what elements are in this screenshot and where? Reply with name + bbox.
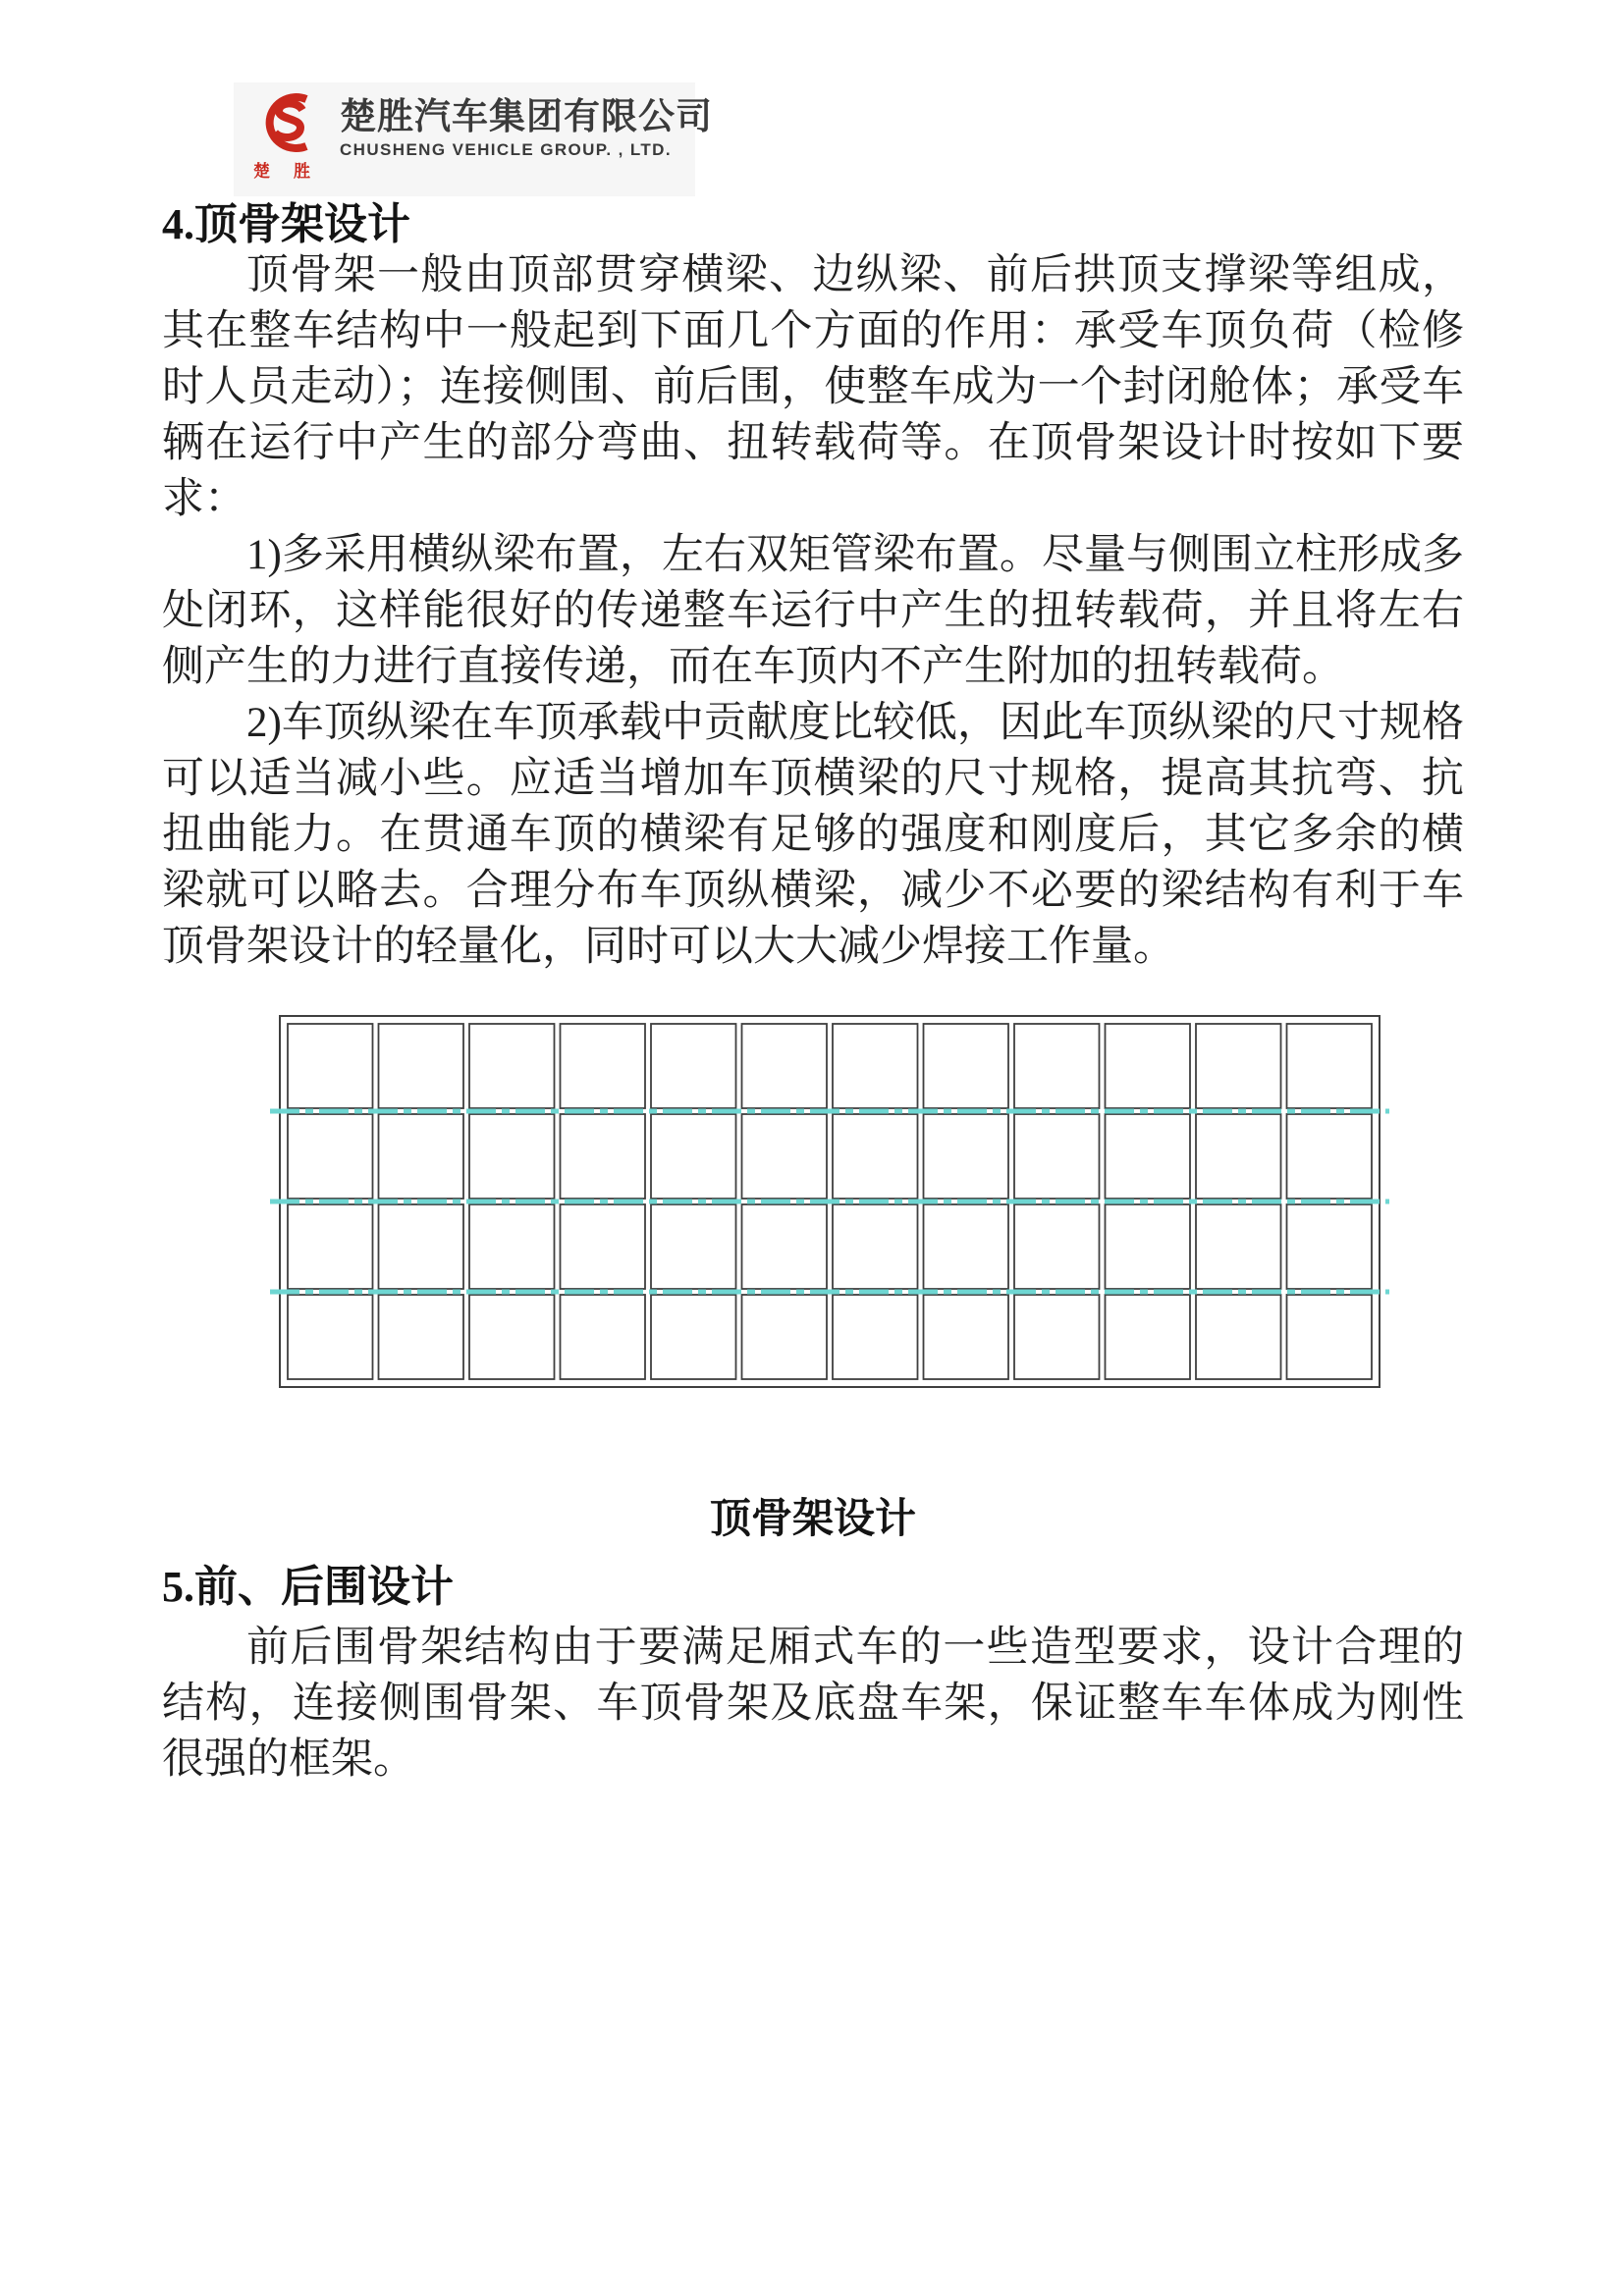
roof-frame-drawing [270, 1012, 1389, 1395]
company-name-cn: 楚胜汽车集团有限公司 [340, 96, 713, 136]
roof-frame-figure [270, 1012, 1389, 1395]
section4-paragraph-1: 顶骨架一般由顶部贯穿横梁、边纵梁、前后拱顶支撑梁等组成，其在整车结构中一般起到下面几个方面的作用：承受车顶负荷（检修时人员走动）；连接侧围、前后围，使整车成为一个封闭舱体；承受车辆在运行中产生的部分弯曲、扭转载荷等。在顶骨架设计时按如下要求： [162, 252, 1464, 522]
company-name-en: CHUSHENG VEHICLE GROUP. , LTD. [340, 140, 672, 159]
company-text [340, 96, 713, 160]
chusheng-emblem-icon [251, 90, 334, 198]
section4-body [162, 247, 1464, 975]
figure-caption: 顶骨架设计 [709, 1497, 916, 1542]
section4-heading: 4.顶骨架设计 [162, 200, 410, 248]
emblem-graphic [251, 90, 328, 159]
emblem-characters: 楚胜 [253, 162, 334, 181]
section4-item-2: 2)车顶纵梁在车顶承载中贡献度比较低，因此车顶纵梁的尺寸规格可以适当减小些。应适当增加车顶横梁的尺寸规格，提高其抗弯、抗扭曲能力。在贯通车顶的横梁有足够的强度和刚度后，其它多余的横梁就可以略去。合理分布车顶纵横梁，减少不必要的梁结构有利于车顶骨架设计的轻量化，同时可以大大减少焊接工作量。 [162, 700, 1464, 970]
section4-item-1: 1)多采用横纵梁布置，左右双矩管梁布置。尽量与侧围立柱形成多处闭环，这样能很好的传递整车运行中产生的扭转载荷，并且将左右侧产生的力进行直接传递，而在车顶内不产生附加的扭转载荷。 [162, 532, 1464, 690]
section5-paragraph-1: 前后围骨架结构由于要满足厢式车的一些造型要求，设计合理的结构，连接侧围骨架、车顶骨架及底盘车架，保证整车车体成为刚性很强的框架。 [162, 1625, 1464, 1783]
section5-body [162, 1620, 1464, 1788]
section5-heading: 5.前、后围设计 [162, 1563, 454, 1611]
company-logo [234, 82, 713, 196]
